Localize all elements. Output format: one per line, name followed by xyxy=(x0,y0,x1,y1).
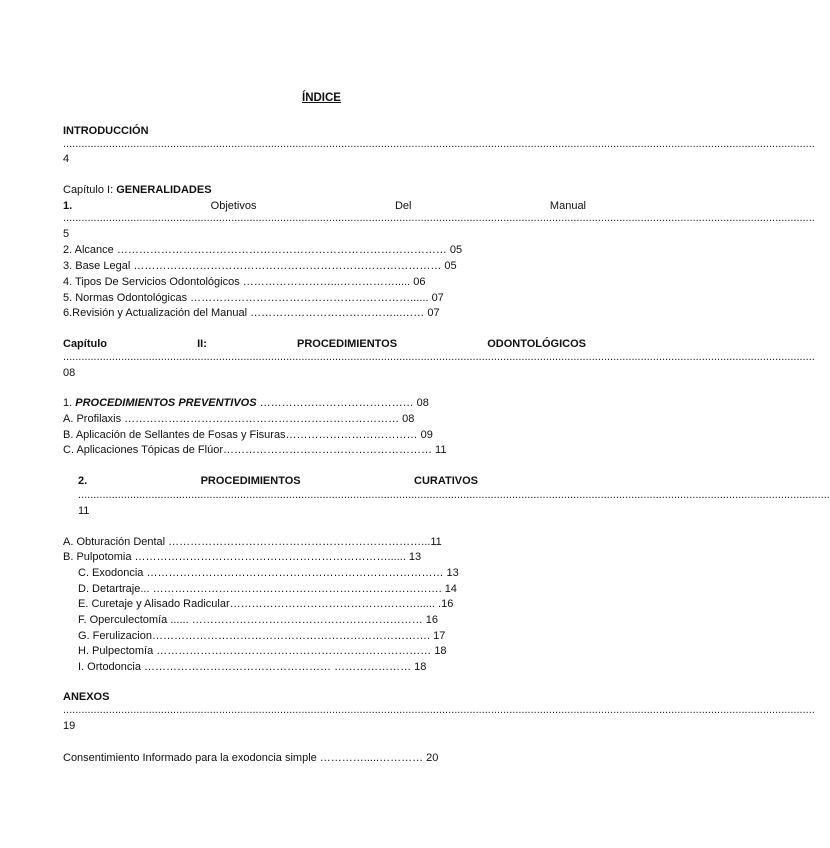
page-title: ÍNDICE xyxy=(302,92,341,104)
curative-num: 2. xyxy=(78,475,88,487)
annex-heading: ANEXOS xyxy=(63,691,110,703)
first-item-word3: Manual xyxy=(549,200,586,212)
chapter2-word1: Capítulo xyxy=(63,338,107,350)
toc-entry: 3. Base Legal ………………………………………………………………………… 05 xyxy=(63,260,457,272)
chapter2-word2: II: xyxy=(197,338,207,350)
preventive-num: 1. xyxy=(63,397,76,409)
curative-word1: PROCEDIMIENTOS xyxy=(200,475,301,487)
chapter1-heading xyxy=(63,184,212,197)
preventive-title: PROCEDIMIENTOS PREVENTIVOS xyxy=(75,397,257,409)
toc-entry: E. Curetaje y Alisado Radicular……………………………………………...... .16 xyxy=(78,598,454,610)
toc-entry: A. Obturación Dental ……………………………………………………………...11 xyxy=(63,536,442,548)
curative-heading xyxy=(78,475,478,488)
first-item-word1: Objetivos xyxy=(210,200,257,212)
toc-entry: G. Ferulizacion…………………………………………………………………. 17 xyxy=(78,630,446,642)
consent-entry: Consentimiento Informado para la exodoncia simple ………….....………… 20 xyxy=(63,752,439,764)
toc-entry: I. Ortodoncia …………………………………………… ………………… 18 xyxy=(78,661,427,673)
chapter1-leader: ...................................................................................................................................................................................................................................................... xyxy=(63,212,815,224)
toc-entry: H. Pulpectomía ………………………………………………………………… 18 xyxy=(78,645,447,657)
chapter2-word3: PROCEDIMIENTOS xyxy=(297,338,398,350)
intro-page: 4 xyxy=(63,153,70,165)
toc-entry: C. Exodoncia ……………………………………………………………………… 13 xyxy=(78,567,459,579)
curative-page: 11 xyxy=(78,505,90,517)
toc-entry: A. Profilaxis ………………………………………………………………… 08 xyxy=(63,413,415,425)
curative-leader: ...................................................................................................................................................................................................................................................... xyxy=(78,489,830,501)
toc-entry: F. Operculectomía ...... ……………………………………………………… 16 xyxy=(78,614,438,626)
curative-word2: CURATIVOS xyxy=(414,475,478,487)
chapter1-first-page: 5 xyxy=(63,228,70,240)
toc-entry: B. Pulpotomia ……………………………………………………………...... 13 xyxy=(63,551,422,563)
toc-entry: C. Aplicaciones Tópicas de Flúor………………………………………………… 11 xyxy=(63,444,447,456)
toc-entry: B. Aplicación de Sellantes de Fosas y Fisuras……………………………… 09 xyxy=(63,429,433,441)
intro-heading: INTRODUCCIÓN xyxy=(63,125,149,137)
toc-entry: 2. Alcance ……………………………………………………………………………… 05 xyxy=(63,244,463,256)
preventive-leader: …………………………………… 08 xyxy=(256,397,429,409)
annex-leader: ...................................................................................................................................................................................................................................................... xyxy=(63,704,815,716)
chapter2-heading xyxy=(63,338,586,351)
first-item-num: 1. xyxy=(63,200,73,212)
first-item-word2: Del xyxy=(394,200,412,212)
intro-leader: ...................................................................................................................................................................................................................................................... xyxy=(63,138,815,150)
toc-entry: 6.Revisión y Actualización del Manual …………………………………...…… 07 xyxy=(63,307,440,319)
chapter2-page: 08 xyxy=(63,367,76,379)
toc-entry: 5. Normas Odontológicas ……………………………………………………...... 07 xyxy=(63,292,444,304)
toc-entry: D. Detartraje... ……………………………………………………………………. 14 xyxy=(78,583,457,595)
preventive-heading xyxy=(63,397,429,410)
toc-entry: 4. Tipos De Servicios Odontológicos ……………………...……………..... 06 xyxy=(63,276,426,288)
annex-page: 19 xyxy=(63,720,76,732)
chapter2-word4: ODONTOLÓGICOS xyxy=(487,338,586,350)
chapter1-prefix: Capítulo I: xyxy=(63,184,117,196)
chapter1-name: GENERALIDADES xyxy=(116,184,212,196)
chapter2-leader: ...................................................................................................................................................................................................................................................... xyxy=(63,351,815,363)
